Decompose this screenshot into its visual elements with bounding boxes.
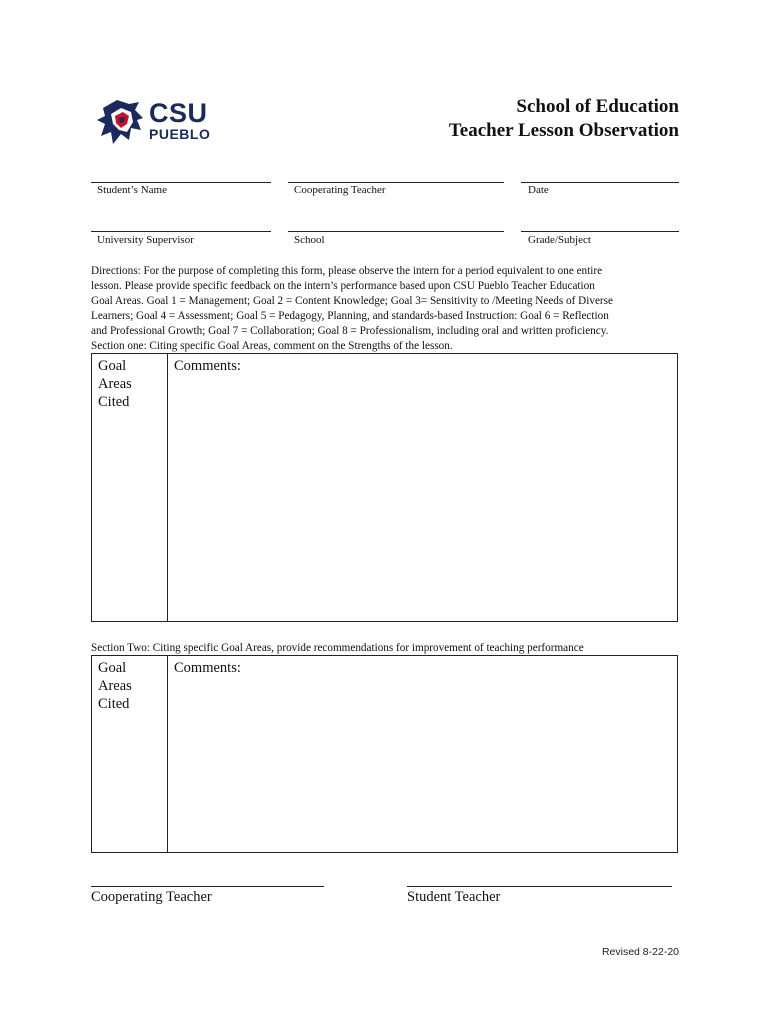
school-label: School: [294, 234, 325, 246]
cooperating-teacher-line[interactable]: [288, 182, 504, 183]
page-title-line1: School of Education: [516, 96, 679, 117]
section-one-table: [91, 353, 678, 622]
logo-text-csu: CSU: [149, 98, 208, 128]
directions-line: and Professional Growth; Goal 7 = Collaboration; Goal 8 = Professionalism, including oral and written proficiency.: [91, 325, 609, 338]
section-one-label: Section one: Citing specific Goal Areas, comment on the Strengths of the lesson.: [91, 340, 453, 352]
students-name-line[interactable]: [91, 182, 271, 183]
page-title-line2: Teacher Lesson Observation: [448, 120, 679, 141]
directions-line: Directions: For the purpose of completing this form, please observe the intern for a period equivalent to one entire: [91, 265, 603, 277]
date-label: Date: [528, 184, 549, 196]
students-name-label: Student’s Name: [97, 184, 167, 196]
goal-areas-cited-header: Goal Areas Cited: [98, 358, 132, 410]
thunderwolf-mascot-icon: [95, 98, 147, 148]
section-two-label: Section Two: Citing specific Goal Areas, provide recommendations for improvement of teaching performance: [91, 642, 584, 654]
date-line[interactable]: [521, 182, 679, 183]
section-two-table: [91, 655, 678, 853]
school-line[interactable]: [288, 231, 504, 232]
goal-areas-cited-header: Goal Areas Cited: [98, 660, 132, 712]
grade-subject-label: Grade/Subject: [528, 234, 591, 246]
student-teacher-signature-line[interactable]: [407, 886, 672, 887]
cooperating-teacher-signature-label: Cooperating Teacher: [91, 889, 212, 905]
column-divider: [167, 656, 168, 852]
university-supervisor-label: University Supervisor: [97, 234, 194, 246]
section-two-comments-label: Comments:: [174, 660, 241, 676]
cooperating-teacher-label: Cooperating Teacher: [294, 184, 386, 196]
student-teacher-signature-label: Student Teacher: [407, 889, 501, 905]
directions-line: Goal Areas. Goal 1 = Management; Goal 2 = Content Knowledge; Goal 3= Sensitivity to /Meeting Needs of Diverse: [91, 295, 613, 308]
university-supervisor-line[interactable]: [91, 231, 271, 232]
directions-line: Learners; Goal 4 = Assessment; Goal 5 = Pedagogy, Planning, and standards-based Instruction: Goal 6 = Reflection: [91, 310, 609, 323]
grade-subject-line[interactable]: [521, 231, 679, 232]
revision-date: Revised 8-22-20: [601, 946, 679, 958]
column-divider: [167, 354, 168, 621]
section-one-comments-label: Comments:: [174, 358, 241, 374]
logo-text-pueblo: PUEBLO: [149, 126, 211, 142]
directions-line: lesson. Please provide specific feedback on the intern’s performance based upon CSU Pueblo Teacher Education: [91, 280, 595, 293]
directions-text: [91, 264, 683, 339]
cooperating-teacher-signature-line[interactable]: [91, 886, 324, 887]
